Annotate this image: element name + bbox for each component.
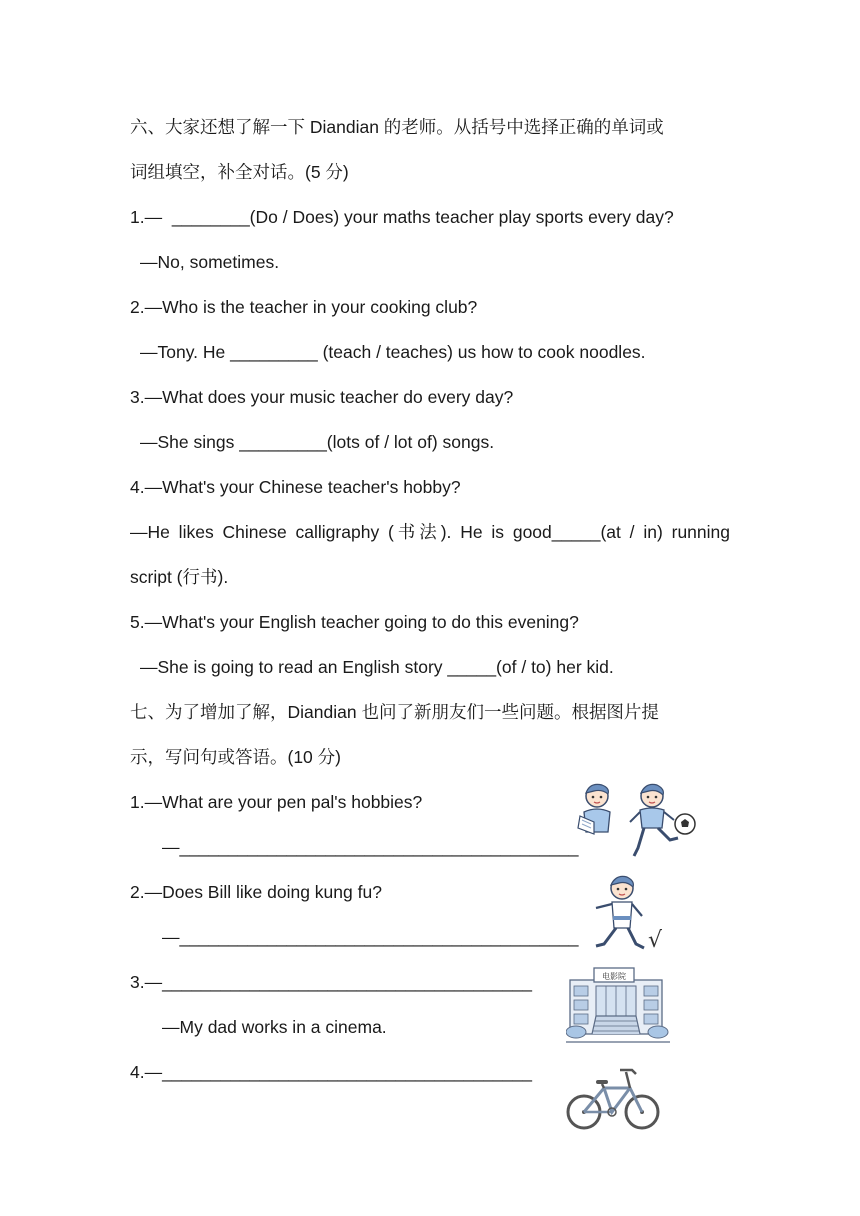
section7-heading-line2: 示，写问句或答语。(10 分)	[130, 747, 341, 767]
s6-q1-answer: —No, sometimes.	[140, 252, 280, 272]
s6-q2-answer: —Tony. He _________ (teach / teaches) us how to cook noodles.	[140, 342, 646, 362]
bicycle-icon	[564, 1062, 664, 1134]
s7-q2-question: 2.—Does Bill like doing kung fu?	[130, 882, 382, 902]
cinema-building-icon	[566, 966, 670, 1046]
section6-heading-line1: 六、大家还想了解一下 Diandian 的老师。从括号中选择正确的单词或	[130, 117, 664, 137]
boy-playing-football-icon	[622, 780, 702, 864]
boy-reading-icon	[572, 780, 622, 840]
s6-q1-question: 1.— ________(Do / Does) your maths teacher play sports every day?	[130, 207, 674, 227]
s7-q1-answer-blank: —_________________________________________	[162, 837, 579, 857]
s6-q4-question: 4.—What's your Chinese teacher's hobby?	[130, 477, 461, 497]
s6-q4-answer: —He likes Chinese calligraphy (书法). He is good_____(at / in) running	[130, 522, 730, 542]
check-mark-icon: √	[648, 928, 663, 953]
s7-q1-question: 1.—What are your pen pal's hobbies?	[130, 792, 423, 812]
s6-q2-question: 2.—Who is the teacher in your cooking club?	[130, 297, 478, 317]
s6-q4-answer-cont: script (行书).	[130, 567, 229, 587]
section7-heading-line1: 七、为了增加了解，Diandian 也问了新朋友们一些问题。根据图片提	[130, 702, 659, 722]
s6-q3-answer: —She sings _________(lots of / lot of) songs.	[140, 432, 495, 452]
s7-q3-question-blank: 3.—______________________________________	[130, 972, 532, 992]
s6-q5-question: 5.—What's your English teacher going to do this evening?	[130, 612, 579, 632]
s7-q4-question-blank: 4.—______________________________________	[130, 1062, 532, 1082]
s6-q3-question: 3.—What does your music teacher do every day?	[130, 387, 514, 407]
s7-q2-answer-blank: —_________________________________________	[162, 927, 579, 947]
section6-heading-line2: 词组填空，补全对话。(5 分)	[130, 162, 349, 182]
boy-kung-fu-icon	[590, 872, 650, 956]
cinema-sign: 电影院	[602, 972, 626, 981]
s7-q3-answer: —My dad works in a cinema.	[162, 1017, 387, 1037]
s6-q5-answer: —She is going to read an English story _____(of / to) her kid.	[140, 657, 614, 677]
